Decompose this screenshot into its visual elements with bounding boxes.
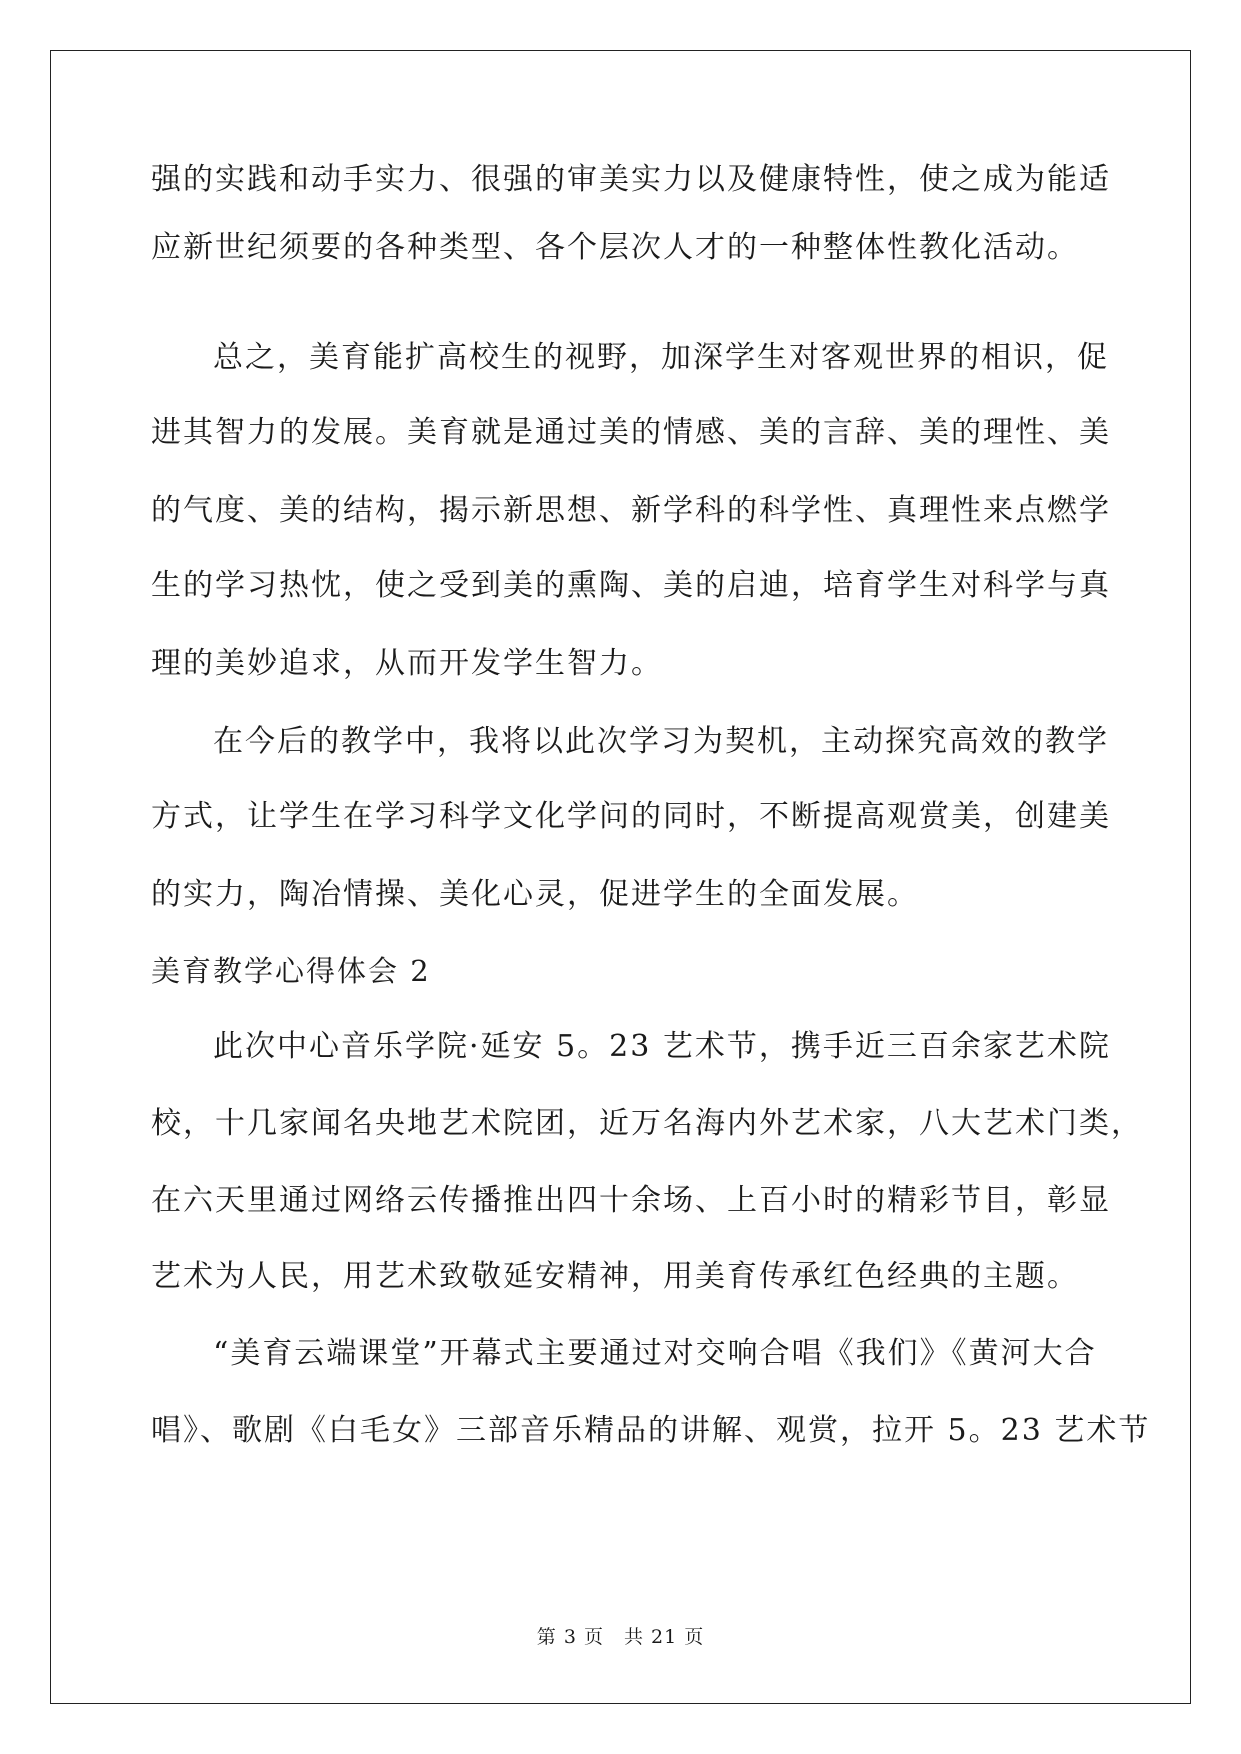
text-line: 的实力，陶冶情操、美化心灵，促进学生的全面发展。 [151, 877, 919, 912]
text-line: 理的美妙追求，从而开发学生智力。 [151, 646, 663, 681]
text-line: 应新世纪须要的各种类型、各个层次人才的一种整体性教化活动。 [151, 230, 1079, 265]
text-line: 生的学习热忱，使之受到美的熏陶、美的启迪，培育学生对科学与真 [151, 568, 1111, 603]
page-number: 第 3 页 共 21 页 [536, 1626, 705, 1648]
text-line: 唱》、歌剧《白毛女》三部音乐精品的讲解、观赏，拉开 5。23 艺术节 [151, 1413, 1151, 1448]
paragraph-start: 此次中心音乐学院·延安 5。23 艺术节，携手近三百余家艺术院 [213, 1029, 1111, 1064]
text-line: 校，十几家闻名央地艺术院团，近万名海内外艺术家，八大艺术门类， [151, 1106, 1143, 1141]
text-line: 进其智力的发展。美育就是通过美的情感、美的言辞、美的理性、美 [151, 415, 1111, 450]
text-line: 方式，让学生在学习科学文化学问的同时，不断提高观赏美，创建美 [151, 799, 1111, 834]
text-line: 强的实践和动手实力、很强的审美实力以及健康特性，使之成为能适 [151, 162, 1111, 197]
text-line: 在六天里通过网络云传播推出四十余场、上百小时的精彩节目，彰显 [151, 1183, 1111, 1218]
text-line: 艺术为人民，用艺术致敬延安精神，用美育传承红色经典的主题。 [151, 1259, 1079, 1294]
paragraph-start: 在今后的教学中，我将以此次学习为契机，主动探究高效的教学 [213, 724, 1109, 759]
text-line: 的气度、美的结构，揭示新思想、新学科的科学性、真理性来点燃学 [151, 493, 1111, 528]
paragraph-start: “美育云端课堂”开幕式主要通过对交响合唱《我们》《黄河大合 [213, 1336, 1097, 1371]
section-heading: 美育教学心得体会 2 [151, 954, 431, 988]
paragraph-start: 总之，美育能扩高校生的视野，加深学生对客观世界的相识，促 [213, 340, 1109, 375]
